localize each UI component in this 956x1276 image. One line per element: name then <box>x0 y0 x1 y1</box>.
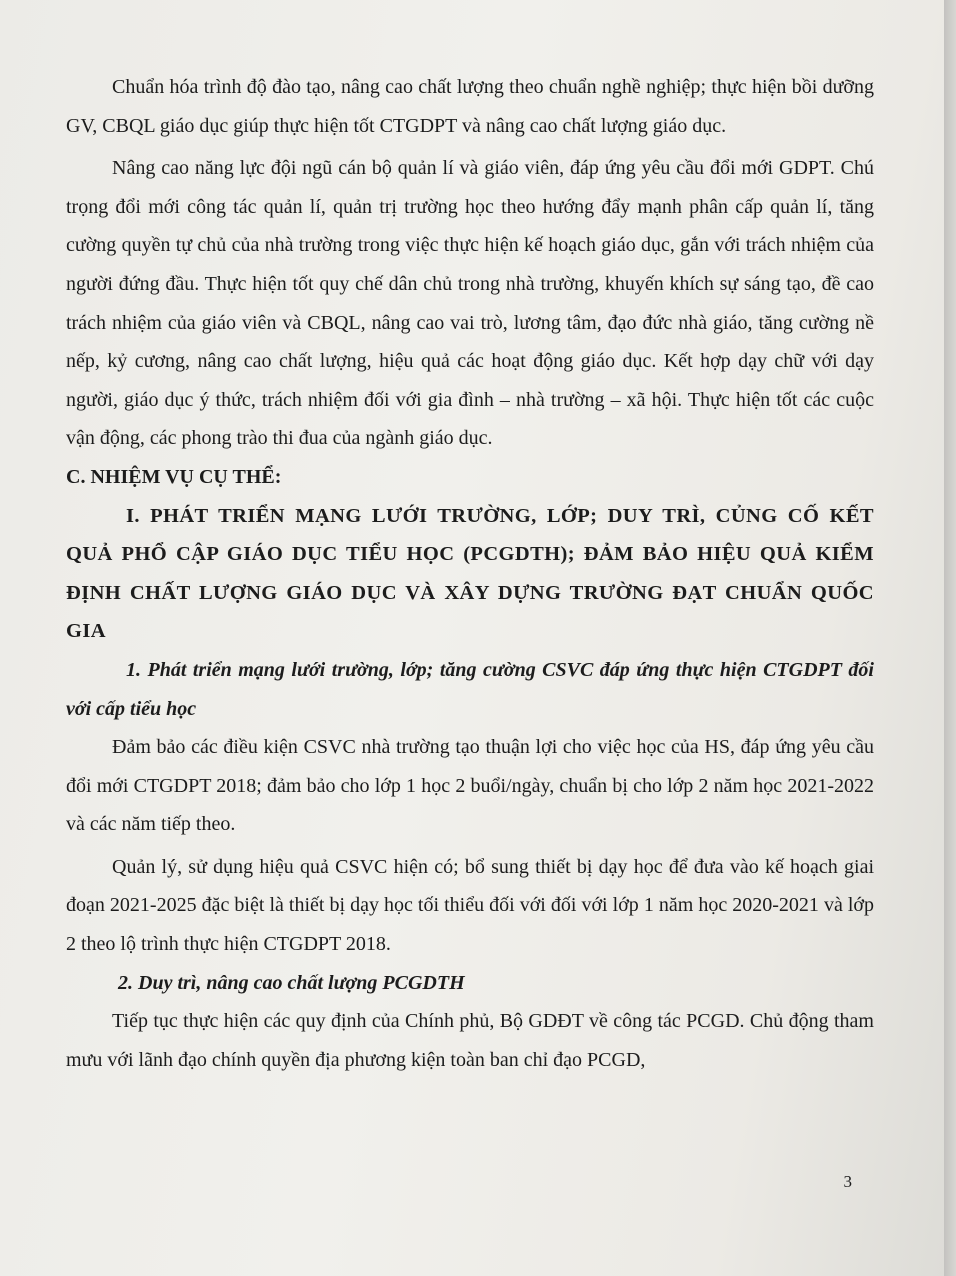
paragraph-teacher-training: Chuẩn hóa trình độ đào tạo, nâng cao chất lượng theo chuẩn nghề nghiệp; thực hiện bồi dưỡng GV, CBQL giáo dục giúp thực hiện tốt CTGDPT và nâng cao chất lượng giáo dục. <box>66 76 874 137</box>
paragraph-facilities: Đảm bảo các điều kiện CSVC nhà trường tạo thuận lợi cho việc học của HS, đáp ứng yêu cầu đổi mới CTGDPT 2018; đảm bảo cho lớp 1 học 2 buổi/ngày, chuẩn bị cho lớp 2 năm học 2021-2022 và các năm tiếp theo. <box>66 736 874 836</box>
paragraph-management-capacity: Nâng cao năng lực đội ngũ cán bộ quản lí và giáo viên, đáp ứng yêu cầu đổi mới GDPT. Chú trọng đổi mới công tác quản lí, quản trị trường học theo hướng đẩy mạnh phân cấp quản lí, tăng cường quyền tự chủ của nhà trường trong việc thực hiện kế hoạch giáo dục, gắn với trách nhiệm của người đứng đầu. Thực hiện tốt quy chế dân chủ trong nhà trường, khuyến khích sự sáng tạo, đề cao trách nhiệm của giáo viên và CBQL, nâng cao vai trò, lương tâm, đạo đức nhà giáo, tăng cường nề nếp, kỷ cương, nâng cao chất lượng, hiệu quả các hoạt động giáo dục. Kết hợp dạy chữ với dạy người, giáo dục ý thức, trách nhiệm đối với gia đình – nhà trường – xã hội. Thực hiện tốt các cuộc vận động, các phong trào thi đua của ngành giáo dục. <box>66 157 874 450</box>
page-content <box>66 68 874 1079</box>
paragraph-pcgd: Tiếp tục thực hiện các quy định của Chính phủ, Bộ GDĐT về công tác PCGD. Chủ động tham mưu với lãnh đạo chính quyền địa phương kiện toàn ban chỉ đạo PCGD, <box>66 1010 874 1071</box>
heading-subsection-1: 1. Phát triển mạng lưới trường, lớp; tăng cường CSVC đáp ứng thực hiện CTGDPT đối với cấp tiểu học <box>66 658 874 720</box>
binder-edge <box>944 0 956 1276</box>
heading-section-c: C. NHIỆM VỤ CỤ THỂ: <box>66 465 282 488</box>
heading-subsection-2: 2. Duy trì, nâng cao chất lượng PCGDTH <box>118 971 465 994</box>
paragraph-equipment: Quản lý, sử dụng hiệu quả CSVC hiện có; bổ sung thiết bị dạy học để đưa vào kế hoạch giai đoạn 2021-2025 đặc biệt là thiết bị dạy học tối thiểu đối với đối với lớp 1 năm học 2020-2021 và lớp 2 theo lộ trình thực hiện CTGDPT 2018. <box>66 855 874 956</box>
heading-section-i: I. PHÁT TRIỂN MẠNG LƯỚI TRƯỜNG, LỚP; DUY TRÌ, CỦNG CỐ KẾT QUẢ PHỔ CẬP GIÁO DỤC TIỂU HỌC (PCGDTH); ĐẢM BẢO HIỆU QUẢ KIỂM ĐỊNH CHẤT LƯỢNG GIÁO DỤC VÀ XÂY DỰNG TRƯỜNG ĐẠT CHUẨN QUỐC GIA <box>66 504 874 643</box>
page-number: 3 <box>843 1172 852 1191</box>
